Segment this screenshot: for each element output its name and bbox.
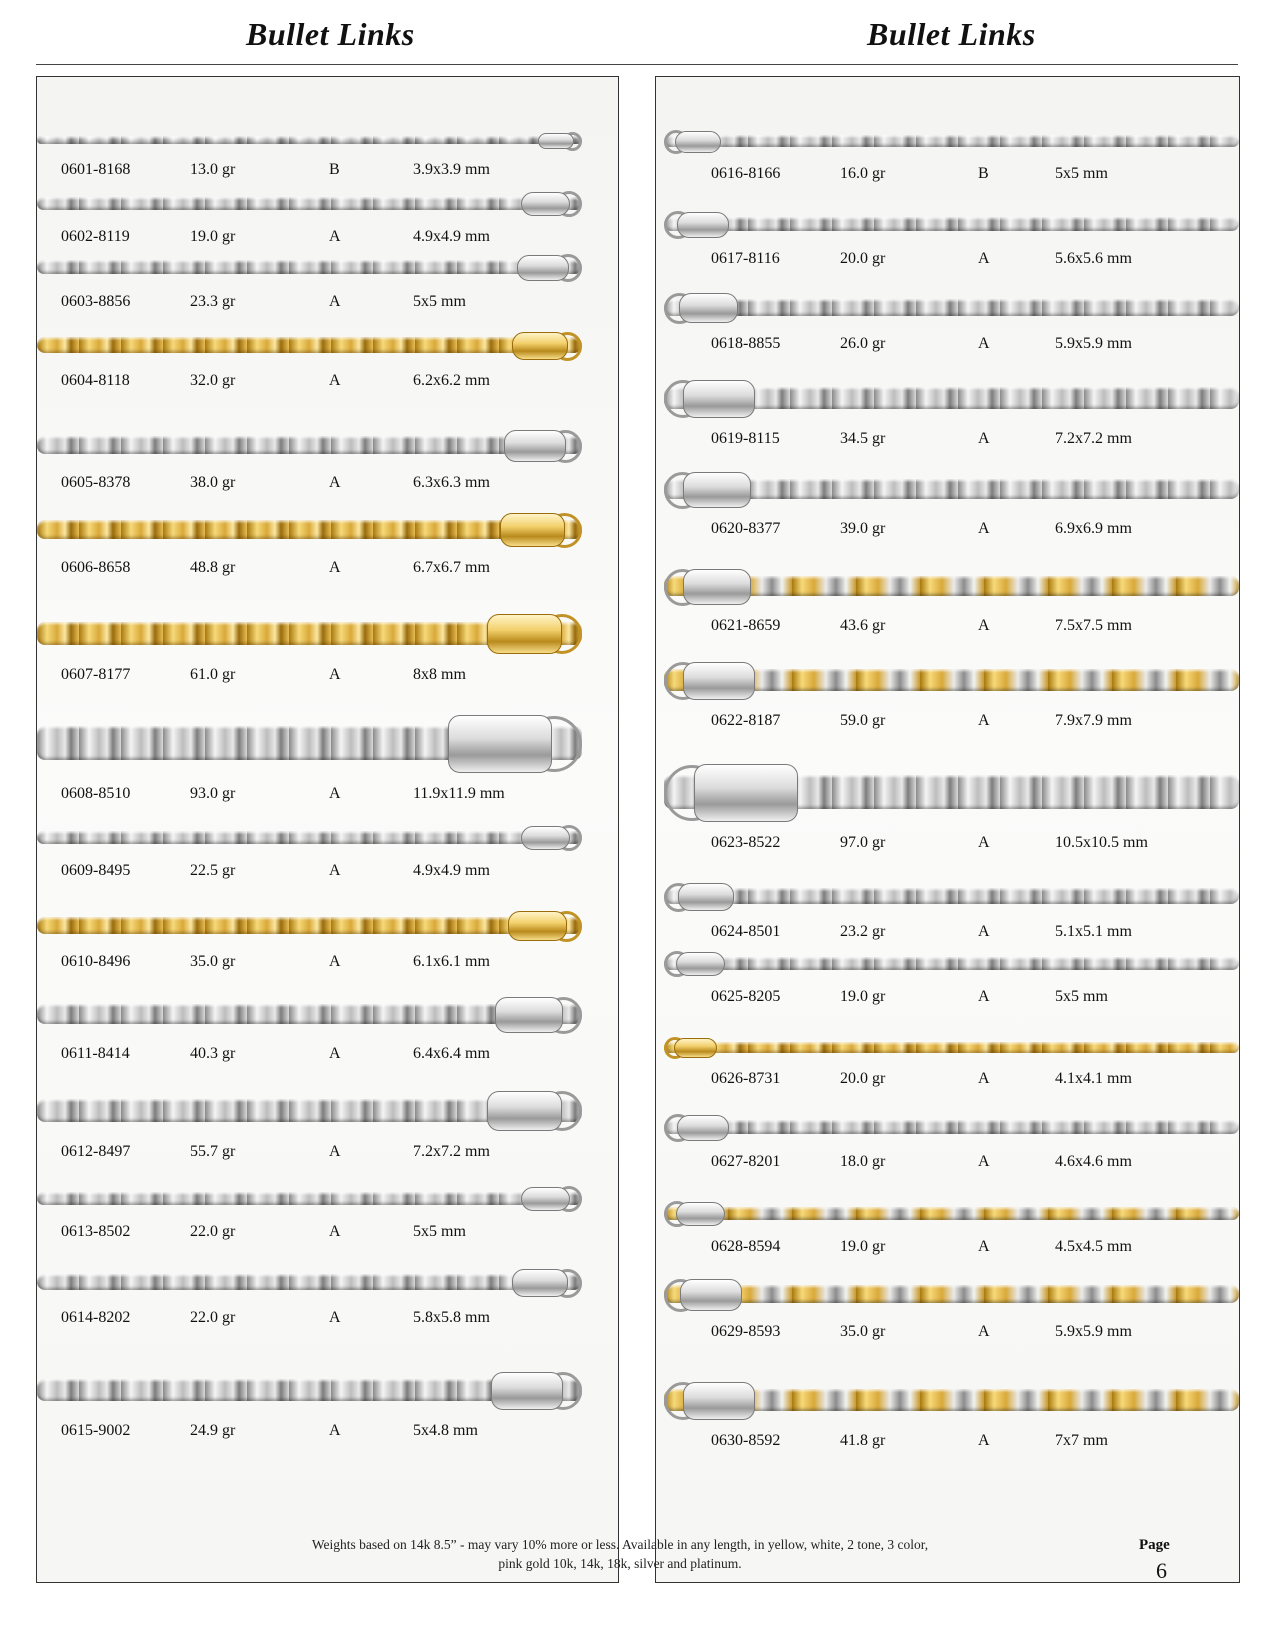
item-size: 5x5 mm — [413, 1223, 466, 1240]
header-rule — [36, 64, 1238, 65]
item-grade: A — [329, 1422, 341, 1439]
item-code: 0609-8495 — [61, 862, 131, 879]
item-size: 5x5 mm — [1055, 988, 1108, 1005]
item-weight: 38.0 gr — [190, 474, 236, 491]
item-size: 4.6x4.6 mm — [1055, 1153, 1132, 1170]
item-grade: A — [329, 785, 341, 802]
chain-image — [37, 1372, 582, 1408]
item-grade: A — [329, 953, 341, 970]
item-code: 0610-8496 — [61, 953, 131, 970]
item-code: 0614-8202 — [61, 1309, 131, 1326]
item-grade: A — [978, 834, 990, 851]
item-code: 0613-8502 — [61, 1223, 131, 1240]
item-size: 5.9x5.9 mm — [1055, 1323, 1132, 1340]
item-weight: 26.0 gr — [840, 335, 886, 352]
chain-image — [37, 614, 582, 652]
item-weight: 48.8 gr — [190, 559, 236, 576]
item-size: 4.9x4.9 mm — [413, 862, 490, 879]
item-grade: A — [329, 559, 341, 576]
item-code: 0618-8855 — [711, 335, 781, 352]
chain-links — [37, 260, 582, 274]
item-grade: B — [978, 165, 989, 182]
item-grade: A — [978, 1070, 990, 1087]
item-size: 5.8x5.8 mm — [413, 1309, 490, 1326]
item-grade: A — [329, 1309, 341, 1326]
item-weight: 22.5 gr — [190, 862, 236, 879]
item-code: 0624-8501 — [711, 923, 781, 940]
item-weight: 22.0 gr — [190, 1223, 236, 1240]
item-code: 0619-8115 — [711, 430, 780, 447]
item-code: 0625-8205 — [711, 988, 781, 1005]
item-code: 0617-8116 — [711, 250, 780, 267]
clasp-icon — [448, 715, 552, 773]
item-weight: 19.0 gr — [840, 1238, 886, 1255]
footer-note — [200, 1535, 1040, 1573]
clasp-icon — [676, 1202, 725, 1226]
chain-image — [664, 569, 1239, 603]
item-weight: 23.2 gr — [840, 923, 886, 940]
item-grade: B — [329, 161, 340, 178]
item-code: 0611-8414 — [61, 1045, 130, 1062]
chain-links — [664, 1285, 1239, 1303]
clasp-icon — [538, 133, 574, 149]
clasp-icon — [679, 293, 738, 323]
item-weight: 55.7 gr — [190, 1143, 236, 1160]
item-code: 0616-8166 — [711, 165, 781, 182]
item-weight: 35.0 gr — [840, 1323, 886, 1340]
clasp-icon — [500, 513, 565, 547]
chain-links — [37, 197, 582, 210]
chain-image — [37, 911, 582, 939]
item-size: 5.1x5.1 mm — [1055, 923, 1132, 940]
right-page-title: Bullet Links — [867, 16, 1036, 52]
item-size: 8x8 mm — [413, 666, 466, 683]
item-weight: 24.9 gr — [190, 1422, 236, 1439]
clasp-icon — [677, 212, 729, 238]
item-code: 0607-8177 — [61, 666, 131, 683]
item-size: 6.4x6.4 mm — [413, 1045, 490, 1062]
chain-links — [37, 917, 582, 934]
chain-image — [664, 952, 1239, 974]
item-weight: 61.0 gr — [190, 666, 236, 683]
chain-image — [37, 1091, 582, 1129]
right-catalog-panel — [655, 76, 1240, 1583]
item-grade: A — [978, 1323, 990, 1340]
page-label: Page — [1139, 1537, 1170, 1553]
clasp-icon — [512, 332, 568, 360]
item-weight: 23.3 gr — [190, 293, 236, 310]
item-size: 7.2x7.2 mm — [1055, 430, 1132, 447]
chain-image — [664, 662, 1239, 698]
item-grade: A — [329, 1223, 341, 1240]
item-size: 5x4.8 mm — [413, 1422, 478, 1439]
item-grade: A — [978, 923, 990, 940]
chain-image — [664, 1279, 1239, 1309]
clasp-icon — [674, 1038, 717, 1058]
item-size: 6.9x6.9 mm — [1055, 520, 1132, 537]
item-weight: 34.5 gr — [840, 430, 886, 447]
chain-image — [37, 332, 582, 358]
item-grade: A — [978, 1153, 990, 1170]
item-weight: 22.0 gr — [190, 1309, 236, 1326]
item-grade: A — [329, 862, 341, 879]
item-code: 0602-8119 — [61, 228, 130, 245]
item-grade: A — [978, 335, 990, 352]
chain-image — [664, 212, 1239, 236]
item-size: 6.1x6.1 mm — [413, 953, 490, 970]
item-code: 0623-8522 — [711, 834, 781, 851]
item-weight: 32.0 gr — [190, 372, 236, 389]
clasp-icon — [683, 380, 755, 418]
clasp-icon — [676, 952, 725, 976]
item-grade: A — [978, 1238, 990, 1255]
item-weight: 19.0 gr — [840, 988, 886, 1005]
clasp-icon — [491, 1372, 563, 1410]
item-size: 7.9x7.9 mm — [1055, 712, 1132, 729]
item-weight: 93.0 gr — [190, 785, 236, 802]
item-code: 0608-8510 — [61, 785, 131, 802]
left-page-title: Bullet Links — [246, 16, 415, 52]
page-number: 6 — [1156, 1558, 1167, 1583]
chain-image — [37, 826, 582, 848]
item-size: 5x5 mm — [413, 293, 466, 310]
clasp-icon — [521, 192, 570, 216]
chain-links — [37, 1274, 582, 1290]
chain-image — [664, 380, 1239, 416]
clasp-icon — [694, 764, 798, 822]
item-code: 0606-8658 — [61, 559, 131, 576]
item-size: 10.5x10.5 mm — [1055, 834, 1148, 851]
chain-image — [664, 472, 1239, 506]
item-size: 4.1x4.1 mm — [1055, 1070, 1132, 1087]
chain-links — [664, 299, 1239, 316]
item-code: 0603-8856 — [61, 293, 131, 310]
item-weight: 39.0 gr — [840, 520, 886, 537]
chain-links — [37, 337, 582, 353]
footer-note-line-1: Weights based on 14k 8.5” - may vary 10% more or less. Available in any length, in yellow, white, 2 tone, 3 color, — [311, 1537, 929, 1552]
item-code: 0604-8118 — [61, 372, 130, 389]
item-code: 0620-8377 — [711, 520, 781, 537]
chain-links — [664, 1207, 1239, 1220]
chain-image — [37, 513, 582, 545]
item-grade: A — [978, 617, 990, 634]
clasp-icon — [683, 472, 751, 508]
footer-note-line-2: pink gold 10k, 14k, 18k, silver and platinum. — [498, 1556, 742, 1571]
chain-image — [664, 1202, 1239, 1224]
item-weight: 59.0 gr — [840, 712, 886, 729]
item-weight: 13.0 gr — [190, 161, 236, 178]
item-size: 5x5 mm — [1055, 165, 1108, 182]
item-grade: A — [978, 430, 990, 447]
item-code: 0621-8659 — [711, 617, 781, 634]
item-size: 5.9x5.9 mm — [1055, 335, 1132, 352]
clasp-icon — [517, 255, 569, 281]
item-weight: 41.8 gr — [840, 1432, 886, 1449]
chain-image — [37, 255, 582, 279]
item-size: 6.3x6.3 mm — [413, 474, 490, 491]
clasp-icon — [487, 1091, 562, 1131]
chain-links — [37, 136, 582, 144]
chain-image — [664, 883, 1239, 909]
chain-links — [664, 1042, 1239, 1053]
item-grade: A — [978, 988, 990, 1005]
item-code: 0626-8731 — [711, 1070, 781, 1087]
item-code: 0628-8594 — [711, 1238, 781, 1255]
chain-links — [664, 135, 1239, 147]
chain-image — [37, 1187, 582, 1209]
item-size: 4.5x4.5 mm — [1055, 1238, 1132, 1255]
item-grade: A — [329, 372, 341, 389]
clasp-icon — [504, 430, 566, 462]
clasp-icon — [521, 826, 570, 850]
item-code: 0627-8201 — [711, 1153, 781, 1170]
chain-image — [664, 131, 1239, 151]
item-weight: 20.0 gr — [840, 1070, 886, 1087]
clasp-icon — [683, 569, 751, 605]
clasp-icon — [675, 131, 721, 153]
item-weight: 16.0 gr — [840, 165, 886, 182]
item-grade: A — [329, 1143, 341, 1160]
item-size: 5.6x5.6 mm — [1055, 250, 1132, 267]
item-code: 0601-8168 — [61, 161, 131, 178]
item-size: 6.2x6.2 mm — [413, 372, 490, 389]
item-grade: A — [978, 712, 990, 729]
clasp-icon — [680, 1279, 742, 1311]
item-grade: A — [329, 293, 341, 310]
clasp-icon — [521, 1187, 570, 1211]
chain-links — [664, 957, 1239, 970]
item-size: 4.9x4.9 mm — [413, 228, 490, 245]
clasp-icon — [487, 614, 562, 654]
chain-image — [664, 1382, 1239, 1418]
item-grade: A — [329, 1045, 341, 1062]
item-code: 0630-8592 — [711, 1432, 781, 1449]
chain-image — [37, 1269, 582, 1295]
chain-image — [37, 430, 582, 460]
item-weight: 18.0 gr — [840, 1153, 886, 1170]
item-code: 0629-8593 — [711, 1323, 781, 1340]
item-code: 0605-8378 — [61, 474, 131, 491]
chain-links — [37, 1192, 582, 1205]
item-weight: 19.0 gr — [190, 228, 236, 245]
item-size: 11.9x11.9 mm — [413, 785, 505, 802]
item-size: 6.7x6.7 mm — [413, 559, 490, 576]
chain-links — [37, 831, 582, 844]
item-weight: 43.6 gr — [840, 617, 886, 634]
item-grade: A — [329, 666, 341, 683]
clasp-icon — [677, 1115, 729, 1141]
item-grade: A — [978, 520, 990, 537]
chain-image — [37, 133, 582, 147]
item-size: 7.5x7.5 mm — [1055, 617, 1132, 634]
item-weight: 97.0 gr — [840, 834, 886, 851]
chain-image — [664, 1115, 1239, 1139]
chain-links — [664, 888, 1239, 904]
chain-image — [664, 293, 1239, 321]
clasp-icon — [683, 1382, 755, 1420]
clasp-icon — [495, 997, 563, 1033]
chain-links — [37, 436, 582, 454]
item-grade: A — [978, 1432, 990, 1449]
item-grade: A — [329, 228, 341, 245]
chain-image — [37, 715, 582, 771]
clasp-icon — [512, 1269, 568, 1297]
item-weight: 20.0 gr — [840, 250, 886, 267]
chain-image — [37, 997, 582, 1031]
item-grade: A — [329, 474, 341, 491]
item-size: 7.2x7.2 mm — [413, 1143, 490, 1160]
clasp-icon — [508, 911, 567, 941]
item-weight: 40.3 gr — [190, 1045, 236, 1062]
chain-image — [664, 764, 1239, 820]
item-grade: A — [978, 250, 990, 267]
left-catalog-panel — [36, 76, 619, 1583]
item-code: 0615-9002 — [61, 1422, 131, 1439]
item-code: 0622-8187 — [711, 712, 781, 729]
clasp-icon — [678, 883, 734, 911]
chain-links — [664, 217, 1239, 231]
chain-image — [37, 192, 582, 214]
clasp-icon — [683, 662, 755, 700]
item-code: 0612-8497 — [61, 1143, 131, 1160]
item-weight: 35.0 gr — [190, 953, 236, 970]
item-size: 3.9x3.9 mm — [413, 161, 490, 178]
item-size: 7x7 mm — [1055, 1432, 1108, 1449]
chain-image — [664, 1038, 1239, 1056]
chain-links — [664, 1120, 1239, 1134]
